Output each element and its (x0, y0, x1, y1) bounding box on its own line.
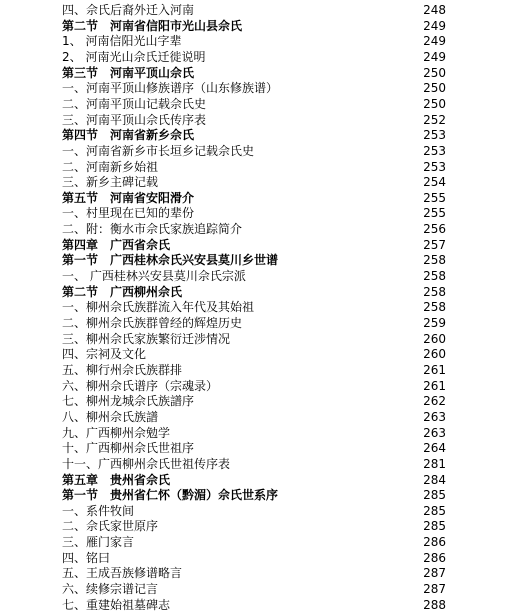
toc-entry-title: 四、铭曰 (62, 551, 111, 565)
toc-entry-title: 1、 河南信阳光山字辈 (62, 34, 182, 48)
toc-row (0, 346, 510, 362)
toc-entry-title: 二、柳州佘氏族群曾经的辉煌历史 (62, 316, 243, 330)
toc-page-number: 285 (423, 488, 446, 502)
toc-row (0, 174, 510, 190)
toc-entry-title: 2、 河南光山佘氏迁徙说明 (62, 50, 206, 64)
toc-entry-title: 四、佘氏后裔外迁入河南 (62, 3, 195, 17)
toc-entry-title: 一、柳州佘氏族群流入年代及其始祖 (62, 300, 255, 314)
toc-row (0, 268, 510, 284)
toc-entry-title: 二、河南新乡始祖 (62, 160, 159, 174)
toc-row (0, 252, 510, 268)
toc-entry-title: 三、新乡主碑记载 (62, 175, 159, 189)
toc-page-number: 249 (423, 19, 446, 33)
toc-page-number: 258 (423, 285, 446, 299)
toc-entry-title: 七、柳州龙城佘氏族譜序 (62, 394, 195, 408)
toc-entry-title: 五、王成吾族修谱略言 (62, 566, 183, 580)
toc-page-number: 287 (423, 582, 446, 596)
toc-page-number: 263 (423, 426, 446, 440)
toc-entry-title: 第五节 河南省安阳滑介 (62, 191, 195, 205)
toc-entry-title: 三、柳州佘氏家族繁衍迁涉情况 (62, 332, 231, 346)
toc-entry-title: 一、村里现在已知的辈份 (62, 206, 195, 220)
toc-row (0, 409, 510, 425)
toc-page-number: 257 (423, 238, 446, 252)
toc-page-number: 254 (423, 175, 446, 189)
toc-entry-title: 三、雁门家言 (62, 535, 135, 549)
toc-row (0, 315, 510, 331)
toc-page-number: 253 (423, 128, 446, 142)
toc-page-number: 261 (423, 379, 446, 393)
toc-row (0, 65, 510, 81)
toc-page-number: 259 (423, 316, 446, 330)
toc-entry-title: 六、柳州佘氏谱序（宗魂录） (62, 379, 219, 393)
toc-row (0, 581, 510, 597)
toc-entry-title: 八、柳州佘氏族譜 (62, 410, 159, 424)
toc-entry-title: 第一节 贵州省仁怀（黔湄）佘氏世系序 (62, 488, 279, 502)
toc-page-number: 286 (423, 535, 446, 549)
toc-page-number: 284 (423, 473, 446, 487)
toc-page-number: 260 (423, 332, 446, 346)
toc-page-number: 288 (423, 598, 446, 612)
toc-entry-title: 七、重建始祖墓碑志 (62, 598, 171, 612)
toc-page-number: 261 (423, 363, 446, 377)
toc-entry-title: 第四节 河南省新乡佘氏 (62, 128, 195, 142)
toc-page-number: 285 (423, 504, 446, 518)
toc-page-number: 260 (423, 347, 446, 361)
toc-row (0, 299, 510, 315)
toc-row (0, 143, 510, 159)
toc-page-number: 262 (423, 394, 446, 408)
toc-page-number: 249 (423, 50, 446, 64)
toc-entry-title: 第一节 广西桂林佘氏兴安县莫川乡世谱 (62, 253, 279, 267)
toc-page-number: 264 (423, 441, 446, 455)
toc-entry-title: 三、河南平顶山佘氏传序表 (62, 113, 207, 127)
toc-row (0, 440, 510, 456)
toc-entry-title: 第二节 河南省信阳市光山县佘氏 (62, 19, 243, 33)
toc-page-number: 287 (423, 566, 446, 580)
toc-row (0, 378, 510, 394)
toc-entry-title: 一、河南平顶山修族谱序（山东修族谱） (62, 81, 279, 95)
toc-entry-title: 九、广西柳州佘勉学 (62, 426, 171, 440)
toc-page-number: 258 (423, 269, 446, 283)
toc-row (0, 284, 510, 300)
toc-page-number: 285 (423, 519, 446, 533)
toc-page-number: 263 (423, 410, 446, 424)
toc-page-number: 250 (423, 81, 446, 95)
toc-row (0, 112, 510, 128)
toc-entry-title: 一、河南省新乡市长垣乡记载佘氏史 (62, 144, 255, 158)
toc-row (0, 550, 510, 566)
toc-row (0, 96, 510, 112)
toc-row (0, 393, 510, 409)
toc-entry-title: 十一、广西柳州佘氏世祖传序表 (62, 457, 231, 471)
toc-page-number: 255 (423, 191, 446, 205)
toc-entry-title: 二、附：衡水市佘氏家族追踪简介 (62, 222, 243, 236)
toc-page-number: 249 (423, 34, 446, 48)
toc-row (0, 565, 510, 581)
toc-row (0, 190, 510, 206)
toc-row (0, 425, 510, 441)
toc-page-number: 253 (423, 160, 446, 174)
toc-row (0, 221, 510, 237)
toc-page-number: 250 (423, 66, 446, 80)
toc-row (0, 205, 510, 221)
toc-row (0, 597, 510, 613)
toc-page-number: 256 (423, 222, 446, 236)
toc-row (0, 49, 510, 65)
toc-entry-title: 第三节 河南平顶山佘氏 (62, 66, 195, 80)
toc-row (0, 362, 510, 378)
toc-row (0, 503, 510, 519)
toc-entry-title: 一、系件牧间 (62, 504, 135, 518)
toc-row (0, 127, 510, 143)
toc-page-number: 250 (423, 97, 446, 111)
toc-row (0, 33, 510, 49)
toc-entry-title: 第五章 贵州省佘氏 (62, 473, 171, 487)
toc-page-number: 286 (423, 551, 446, 565)
toc-page-number: 255 (423, 206, 446, 220)
toc-page-number: 258 (423, 253, 446, 267)
toc-row (0, 18, 510, 34)
toc-entry-title: 五、柳行州佘氏族群排 (62, 363, 183, 377)
toc-page-number: 253 (423, 144, 446, 158)
toc-row (0, 534, 510, 550)
toc-page-number: 281 (423, 457, 446, 471)
toc-entry-title: 第四章 广西省佘氏 (62, 238, 171, 252)
toc-page-number: 258 (423, 300, 446, 314)
toc-row (0, 456, 510, 472)
toc-entry-title: 十、广西柳州佘氏世祖序 (62, 441, 195, 455)
toc-entry-title: 一、 广西桂林兴安县莫川佘氏宗派 (62, 269, 246, 283)
toc-entry-title: 四、宗祠及文化 (62, 347, 147, 361)
toc-entry-title: 二、河南平顶山记载佘氏史 (62, 97, 207, 111)
toc-row (0, 159, 510, 175)
toc-row (0, 2, 510, 18)
toc-page-number: 248 (423, 3, 446, 17)
toc-row (0, 487, 510, 503)
toc-entry-title: 六、续修宗谱记言 (62, 582, 159, 596)
toc-entry-title: 第二节 广西柳州佘氏 (62, 285, 183, 299)
toc-row (0, 331, 510, 347)
toc-row (0, 237, 510, 253)
toc-row (0, 80, 510, 96)
toc-row (0, 472, 510, 488)
toc-entry-title: 二、佘氏家世原序 (62, 519, 159, 533)
toc-row (0, 518, 510, 534)
toc-page-number: 252 (423, 113, 446, 127)
